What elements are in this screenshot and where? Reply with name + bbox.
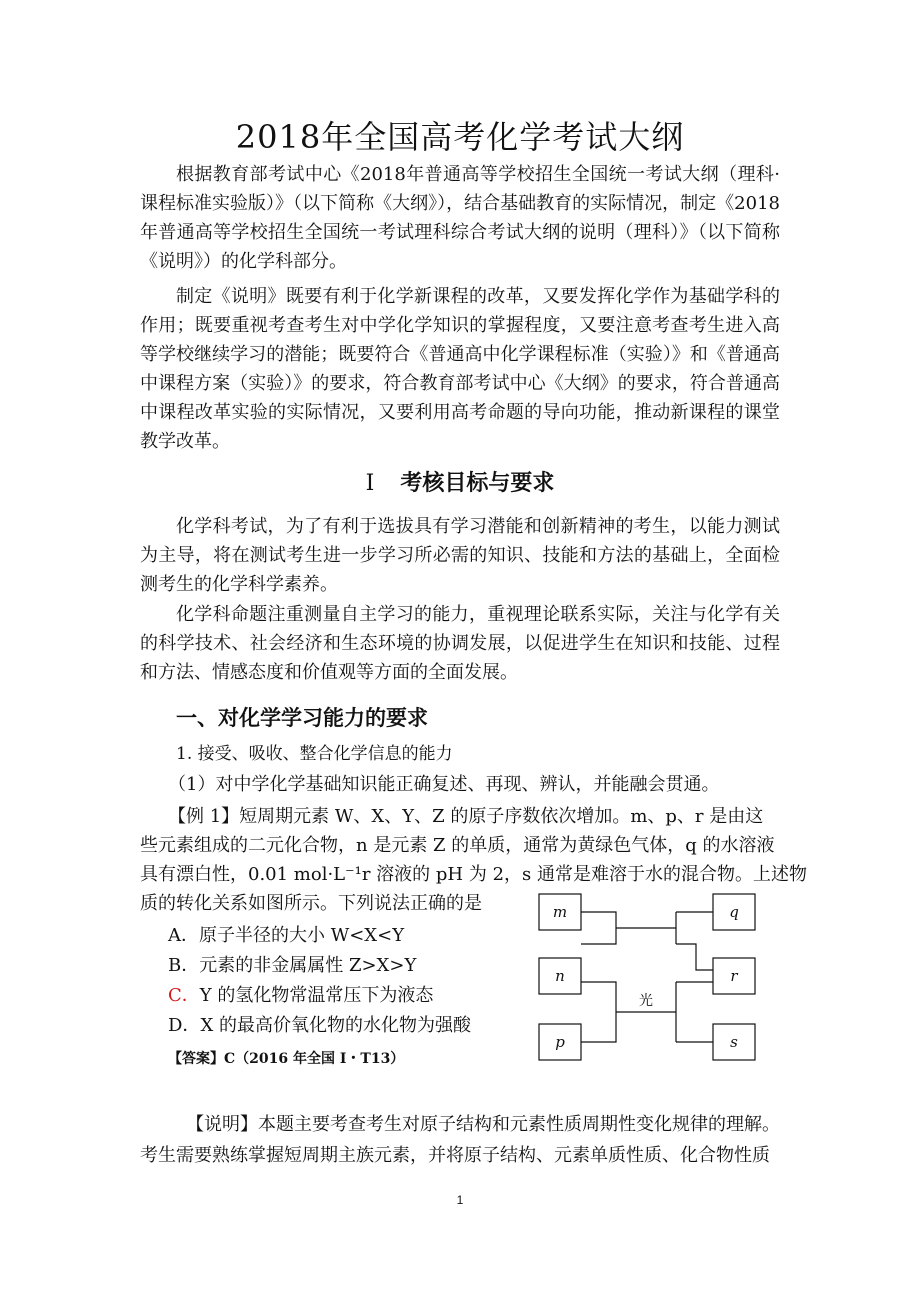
answer-line: 【答案】C（2016 年全国 I・T13）: [168, 1051, 405, 1067]
label-light: 光: [639, 993, 653, 1009]
option-a: [168, 921, 404, 950]
intro-paragraph-1: 根据教育部考试中心《2018年普通高等学校招生全国统一考试大纲（理科·课程标准实验版）》（以下简称《大纲》），结合基础教育的实际情况，制定《2018年普通高等学校招生全国统一考试理科综合考试大纲的说明（理科）》（以下简称《说明》）的化学科部分。: [140, 164, 780, 272]
section-paragraph-2: 化学科命题注重测量自主学习的能力，重视理论联系实际，关注与化学有关的科学技术、社会经济和生态环境的协调发展，以促进学生在知识和技能、过程和方法、情感态度和价值观等方面的全面发展。: [140, 604, 780, 683]
example-line-4: 质的转化关系如图所示。下列说法正确的是: [140, 893, 482, 914]
option-text: Y 的氢化物常温常压下为液态: [199, 985, 434, 1006]
option-b: [168, 951, 416, 980]
example-line-1: 【例 1】短周期元素 W、X、Y、Z 的原子序数依次增加。m、p、r 是由这: [168, 806, 764, 827]
example-line-3: 具有漂白性，0.01 mol·L⁻¹r 溶液的 pH 为 2，s 通常是难溶于水的混合物。上述物: [140, 864, 807, 885]
connector-mn: [581, 912, 616, 944]
intro-paragraph-2: 制定《说明》既要有利于化学新课程的改革，又要发挥化学作为基础学科的作用；既要重视考查考生对中学化学知识的掌握程度，又要注意考查考生进入高等学校继续学习的潜能；既要符合《普通高中化学课程标准（实验）》和《普通高中课程方案（实验）》的要求，符合教育部考试中心《大纲》的要求，符合普通高中课程改革实验的实际情况，又要利用高考命题的导向功能，推动新课程的课堂教学改革。: [140, 286, 780, 452]
option-c: [168, 981, 433, 1010]
explain-line-2: 考生需要熟练掌握短周期主族元素，并将原子结构、元素单质性质、化合物性质: [140, 1145, 770, 1166]
section-number: Ⅰ: [365, 471, 375, 496]
section-heading: [0, 466, 920, 497]
page-number: 1: [456, 1193, 464, 1207]
label-s: s: [730, 1033, 738, 1051]
option-d: [168, 1011, 471, 1040]
label-m: m: [552, 903, 568, 921]
item-heading: 1. 接受、吸收、整合化学信息的能力: [176, 744, 453, 764]
option-letter-correct: C．: [168, 985, 200, 1006]
item-subheading: （1）对中学化学基础知识能正确复述、再现、辨认，并能融会贯通。: [168, 774, 720, 795]
reaction-diagram: [536, 890, 760, 1066]
section-paragraph-1: 化学科考试，为了有利于选拔具有学习潜能和创新精神的考生，以能力测试为主导，将在测试考生进一步学习所必需的知识、技能和方法的基础上，全面检测考生的化学科学素养。: [140, 516, 780, 595]
option-letter: D．: [168, 1015, 201, 1036]
label-p: p: [555, 1033, 565, 1051]
option-letter: A．: [168, 925, 199, 946]
option-text: 原子半径的大小 W<X<Y: [199, 925, 405, 946]
subsection-heading: 一、对化学学习能力的要求: [176, 706, 428, 730]
option-letter: B．: [168, 955, 200, 976]
option-text: 元素的非金属属性 Z>X>Y: [199, 955, 417, 976]
label-n: n: [555, 967, 565, 985]
section-title: 考核目标与要求: [400, 471, 555, 496]
option-text: X 的最高价氧化物的水化物为强酸: [200, 1015, 471, 1036]
explain-line-1: 【说明】本题主要考查考生对原子结构和元素性质周期性变化规律的理解。: [186, 1114, 780, 1135]
label-r: r: [730, 967, 738, 985]
example-line-2: 些元素组成的二元化合物，n 是元素 Z 的单质，通常为黄绿色气体，q 的水溶液: [140, 835, 775, 856]
label-q: q: [729, 903, 739, 921]
document-title: 2018年全国高考化学考试大纲: [235, 118, 685, 156]
connector-np: [581, 982, 616, 1042]
